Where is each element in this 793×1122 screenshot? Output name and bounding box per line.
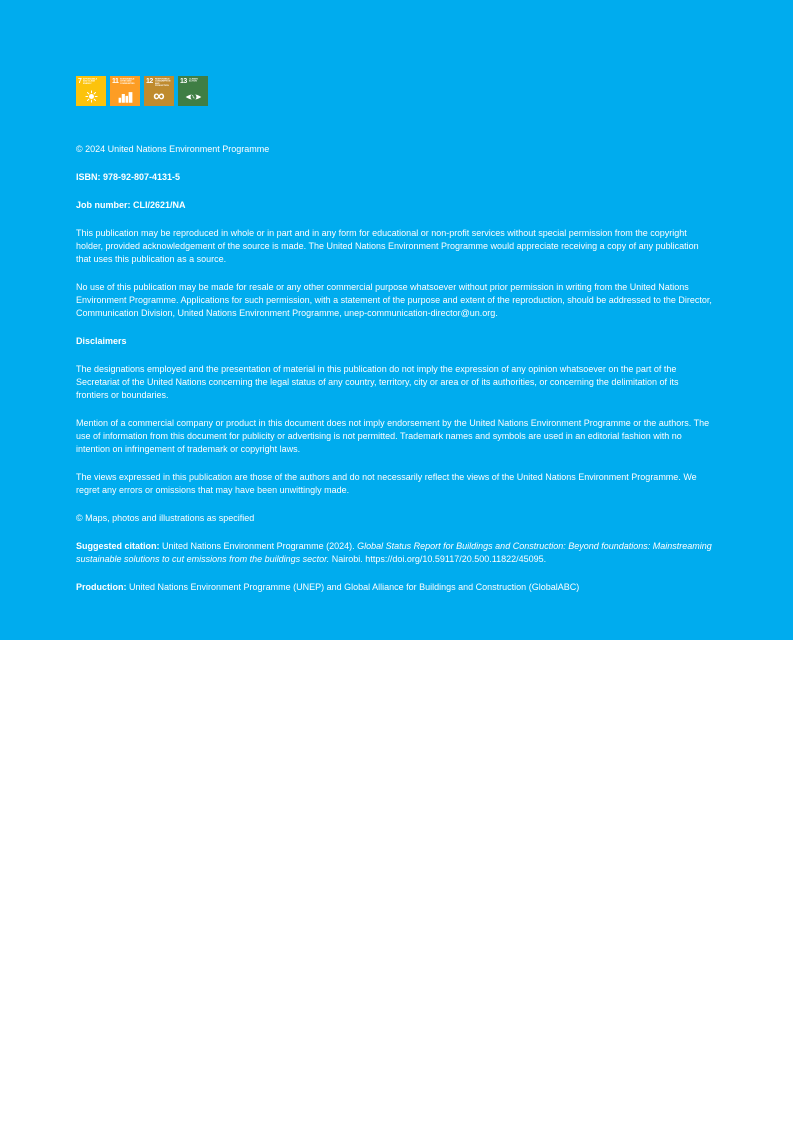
sdg-12-badge: [144, 76, 174, 106]
production-text: United Nations Environment Programme (UNEP) and Global Alliance for Buildings and Construction (GlobalABC): [129, 582, 580, 592]
isbn-line: ISBN: 978-92-807-4131-5: [76, 172, 181, 182]
sdg-7-label: AFFORDABLE AND CLEAN ENERGY: [83, 78, 98, 85]
resale-paragraph: No use of this publication may be made for resale or any other commercial purpose whatsoever without prior permission in writing from the United Nations Environment Programme. Applications for such permission, with a statement of the purpose and extent of the reproduction, should be addressed to the Director, Communication Division, United Nations Environment Programme, unep-communication-director@un.org.: [76, 282, 712, 318]
citation-label: Suggested citation:: [76, 541, 163, 551]
sdg-7-number: 7: [78, 78, 82, 85]
imprint-text-block: [76, 143, 713, 594]
suggested-citation: [76, 540, 713, 566]
sdg-11-header: [110, 76, 140, 87]
sdg-11-badge: [110, 76, 140, 106]
job-number-line: Job number: CLI/2621/NA: [76, 200, 186, 210]
sun-icon: [76, 87, 106, 106]
views-paragraph: The views expressed in this publication are those of the authors and do not necessarily reflect the views of the United Nations Environment Programme. We regret any errors or omissions that may have been unwittingly made.: [76, 472, 697, 495]
citation-tail: Nairobi. https://doi.org/10.59117/20.500.11822/45095.: [329, 554, 547, 564]
infinity-icon: ∞: [153, 87, 165, 105]
sdg-7-badge: [76, 76, 106, 106]
designations-paragraph: The designations employed and the presentation of material in this publication do not imply the expression of any opinion whatsoever on the part of the Secretariat of the United Nations concerning the legal status of any country, territory, city or area or of its authorities, or concerning the delimitation of its frontiers or boundaries.: [76, 364, 679, 400]
eye-globe-icon: [178, 87, 208, 106]
sdg-13-header: [178, 76, 208, 87]
sdg-13-number: 13: [180, 78, 187, 85]
sdg-7-header: [76, 76, 106, 87]
mention-paragraph: Mention of a commercial company or product in this document does not imply endorsement by the United Nations Environment Programme or the authors. The use of information from this document for publicity or advertising is not permitted. Trademark names and symbols are used in an editorial fashion with no intention on infringement of trademark or copyright laws.: [76, 418, 710, 454]
sdg-12-label: RESPONSIBLE CONSUMPTION AND PRODUCTION: [154, 78, 171, 87]
disclaimers-heading: Disclaimers: [76, 336, 127, 346]
citation-title: Global Status Report for Buildings and Construction: Beyond foundations: Mainstreaming sustainable solutions to cut emissions from the buildings sector.: [76, 541, 712, 564]
sdg-badge-row: [76, 76, 713, 106]
production-line: [76, 581, 713, 594]
maps-credit-line: © Maps, photos and illustrations as specified: [76, 513, 255, 523]
buildings-icon: [110, 87, 140, 106]
citation-lead: United Nations Environment Programme (2024).: [162, 541, 358, 551]
production-label: Production:: [76, 582, 129, 592]
sdg-12-header: [144, 76, 174, 87]
sdg-13-label: CLIMATE ACTION: [188, 78, 198, 83]
copyright-line: © 2024 United Nations Environment Programme: [76, 144, 270, 154]
reproduction-paragraph: This publication may be reproduced in whole or in part and in any form for educational or non-profit services without special permission from the copyright holder, provided acknowledgement of the source is made. The United Nations Environment Programme would appreciate receiving a copy of any publication that uses this publication as a source.: [76, 228, 699, 264]
sdg-11-number: 11: [112, 78, 119, 85]
sdg-12-number: 12: [146, 78, 153, 85]
sdg-13-badge: [178, 76, 208, 106]
sdg-11-label: SUSTAINABLE CITIES AND COMMUNITIES: [120, 78, 135, 85]
